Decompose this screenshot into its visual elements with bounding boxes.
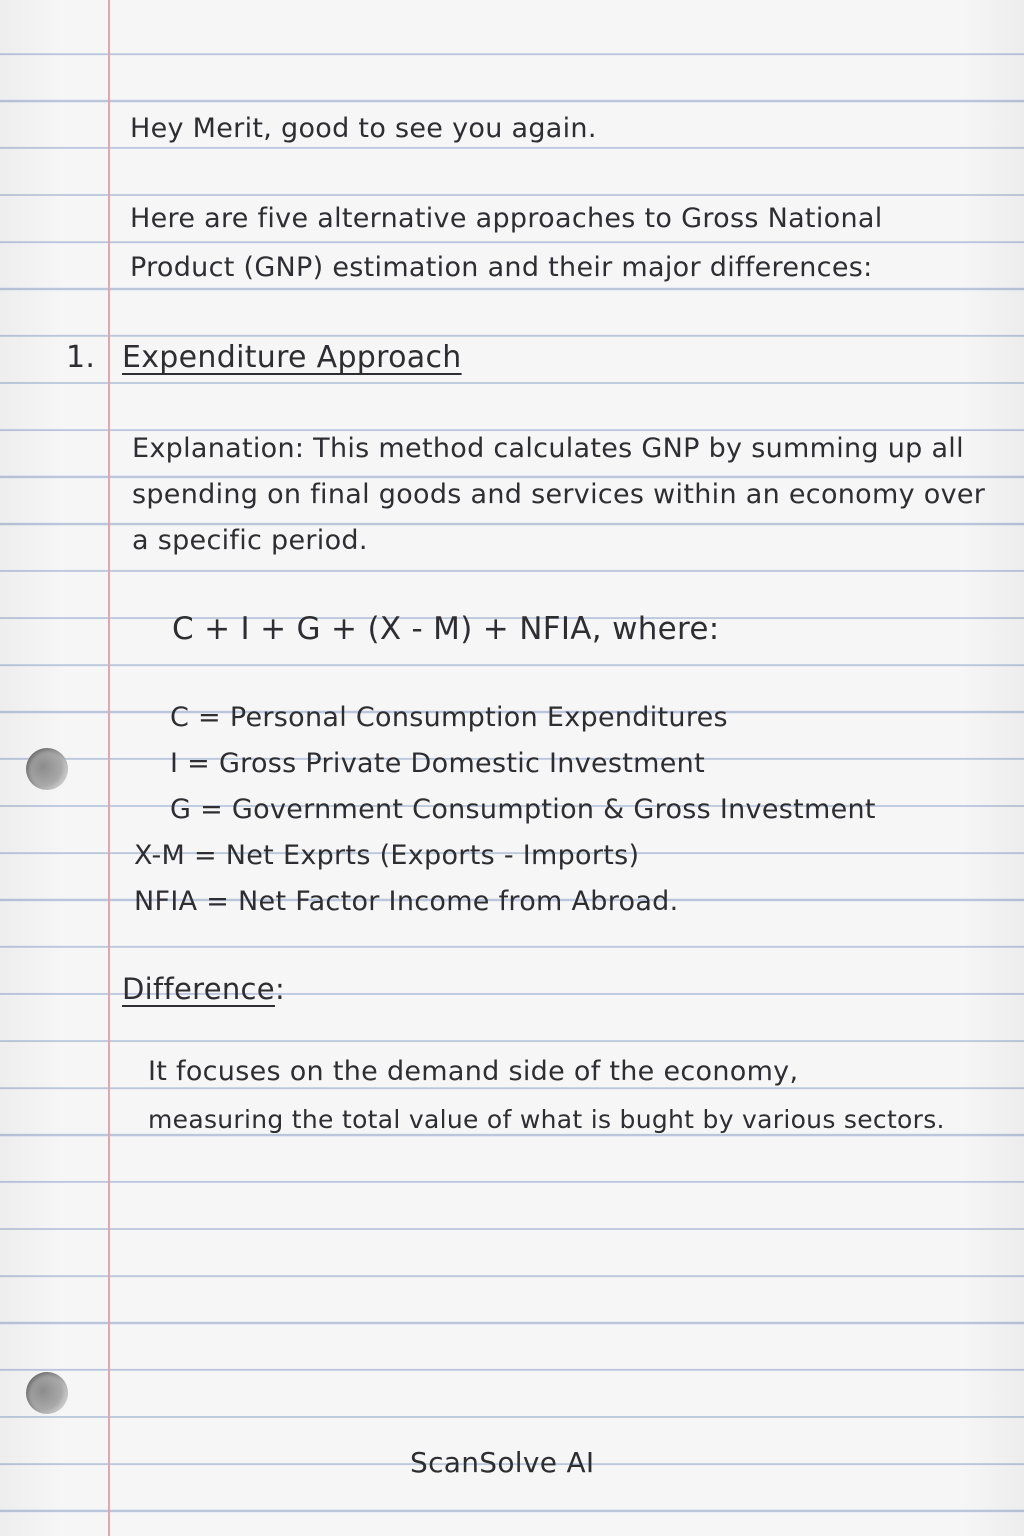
definition-item: I = Gross Private Domestic Investment xyxy=(170,748,705,779)
difference-line: measuring the total value of what is bught by various sectors. xyxy=(148,1105,945,1134)
difference-colon: : xyxy=(274,972,286,1006)
margin-line xyxy=(108,0,110,1536)
section-number: 1. xyxy=(66,340,96,375)
difference-heading xyxy=(122,974,285,1004)
definition-item: NFIA = Net Factor Income from Abroad. xyxy=(134,886,679,917)
explanation-line: spending on final goods and services within an economy over xyxy=(132,479,986,510)
definition-item: C = Personal Consumption Expenditures xyxy=(170,702,728,733)
difference-line: It focuses on the demand side of the economy, xyxy=(148,1056,799,1087)
footer-brand: ScanSolve AI xyxy=(410,1446,595,1479)
explanation-line: a specific period. xyxy=(132,525,368,556)
definition-item: G = Government Consumption & Gross Investment xyxy=(170,794,876,825)
greeting: Hey Merit, good to see you again. xyxy=(130,113,597,144)
punch-hole xyxy=(26,1372,68,1414)
difference-label: Difference xyxy=(122,972,275,1006)
explanation-line: Explanation: This method calculates GNP by summing up all xyxy=(132,433,964,464)
intro-line: Product (GNP) estimation and their major differences: xyxy=(130,252,873,283)
intro-line: Here are five alternative approaches to Gross National xyxy=(130,203,883,234)
punch-hole xyxy=(26,748,68,790)
definition-item: X-M = Net Exprts (Exports - Imports) xyxy=(134,840,640,871)
section-title: Expenditure Approach xyxy=(122,340,462,375)
gnp-formula: C + I + G + (X - M) + NFIA, where: xyxy=(172,611,720,647)
